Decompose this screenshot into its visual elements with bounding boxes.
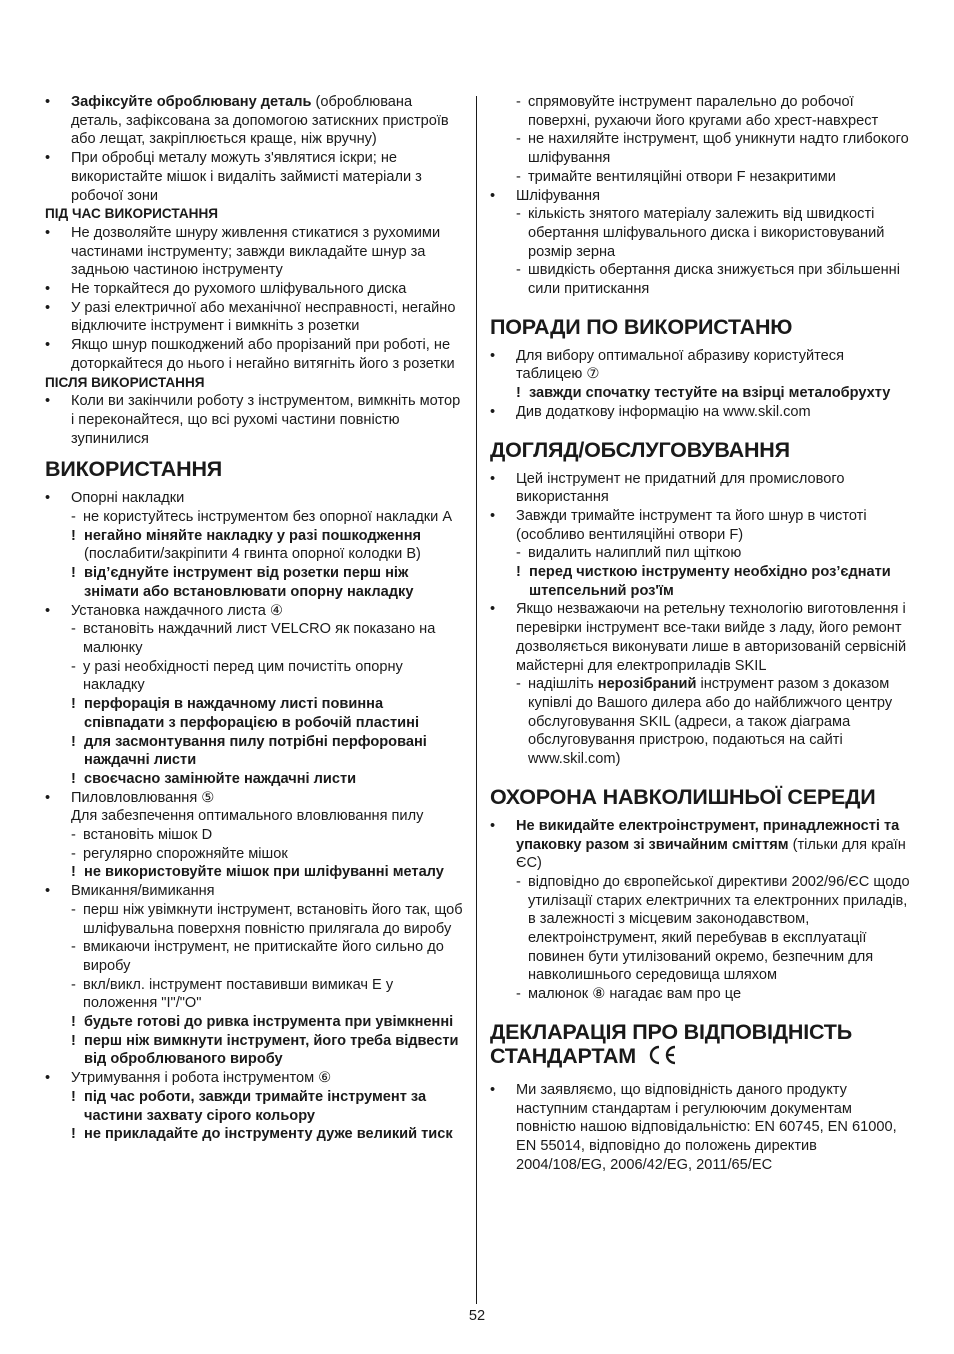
list-subitem: - малюнок ⑧ нагадає вам про це — [490, 985, 910, 1004]
list-item: • Опорні накладки — [45, 489, 465, 508]
list-item: • Установка наждачного листа ④ — [45, 602, 465, 621]
list-item: • При обробці металу можуть з'являтися іскри; не використайте мішок і видаліть займисті матеріали з робочої зони — [45, 149, 465, 205]
list-subitem: - тримайте вентиляційні отвори F незакритими — [490, 168, 910, 187]
list-item: • Не торкайтеся до рухомого шліфувального диска — [45, 280, 465, 299]
heading-declaration: ДЕКЛАРАЦІЯ ПРО ВІДПОВІДНІСТЬ СТАНДАРТАМ — [490, 1021, 910, 1071]
list-item: • Коли ви закінчили роботу з інструментом, вимкніть мотор і переконайтеся, що всі рухомі частини повністю зупинилися — [45, 392, 465, 448]
list-item: • Для вибору оптимальної абразиву користуйтеся таблицею ⑦ — [490, 347, 910, 384]
list-item: • Якщо незважаючи на ретельну технологію виготовлення і перевірки інструмент все-таки вийде з ладу, його ремонт дозволяється виконувати лише в авторизованій сервісній майстерні для електроприладів SKIL — [490, 600, 910, 675]
warning-item: ! перед чисткою інструменту необхідно роз’єднати штепсельний роз'їм — [490, 563, 910, 600]
list-subitem: - перш ніж увімкнути інструмент, встановіть його так, щоб шліфувальна поверхня повністю прилягала до виробу — [45, 901, 465, 938]
list-item: • Цей інструмент не придатний для промислового використання — [490, 470, 910, 507]
list-item: • Завжди тримайте інструмент та його шнур в чистоті (особливо вентиляційні отвори F) — [490, 507, 910, 544]
list-item: • Якщо шнур пошкоджений або прорізаний при роботі, не доторкайтеся до нього і негайно витягніть його з розетки — [45, 336, 465, 373]
list-subitem: - швидкість обертання диска знижується при збільшенні сили притискання — [490, 261, 910, 298]
list-subitem: - регулярно спорожняйте мішок — [45, 845, 465, 864]
list-item: • Не викидайте електроінструмент, принадлежності та упаковку разом зі звичайним сміттям (тільки для країн ЄС) — [490, 817, 910, 873]
left-column — [45, 93, 465, 1144]
list-subitem: - надішліть нерозібраний інструмент разом з доказом купівлі до Вашого дилера або до найближчого центру обслуговування SKIL (адреси, а також діаграма обслуговування пристрою, подаються на сайті www.skil.com) — [490, 675, 910, 769]
list-paragraph: Для забезпечення оптимального вловлювання пилу — [71, 808, 424, 825]
list-subitem: - у разі необхідності перед цим почистіть опорну накладку — [45, 658, 465, 695]
column-divider — [476, 96, 477, 1304]
list-subitem: - кількість знятого матеріалу залежить від швидкості обертання шліфувального диска і використовуваний розмір зерна — [490, 205, 910, 261]
heading-environment: ОХОРОНА НАВКОЛИШНЬОЇ СЕРЕДИ — [490, 784, 876, 809]
warning-item: ! для засмонтування пилу потрібні перфоровані наждачні листи — [45, 733, 465, 770]
section-subtitle-during-use: ПІД ЧАС ВИКОРИСТАННЯ — [45, 206, 219, 222]
list-subitem: - вкл/викл. інструмент поставивши вимикач E у положення "I"/"O" — [45, 976, 465, 1013]
list-item: • У разі електричної або механічної несправності, негайно відключите інструмент і вимкніть з розетки — [45, 299, 465, 336]
warning-item: ! не використовуйте мішок при шліфуванні металу — [45, 863, 465, 882]
list-item: • Шліфування — [490, 187, 910, 206]
warning-item: ! негайно міняйте накладку у разі пошкодження (послабити/закріпити 4 гвинта опорної колодки B) — [45, 527, 465, 564]
list-subitem: - видалить налиплий пил щіткою — [490, 544, 910, 563]
list-item: • Ми заявляємо, що відповідність даного продукту наступним стандартам і регулюючим документам повністю нашою відповідальністю: EN 60745, EN 61000, EN 55014, відповідно до положень директив 2004/108/EG, 2006/42/EG, 2011/65/EC — [490, 1081, 910, 1175]
section-subtitle-after-use: ПІСЛЯ ВИКОРИСТАННЯ — [45, 374, 205, 390]
heading-tips: ПОРАДИ ПО ВИКОРИСТАНЮ — [490, 314, 793, 339]
list-subitem: - встановіть мішок D — [45, 826, 465, 845]
page-number: 52 — [468, 1308, 486, 1324]
warning-item: ! будьте готові до ривка інструмента при увімкненні — [45, 1013, 465, 1032]
list-item: • Зафіксуйте оброблювану деталь (оброблювана деталь, зафіксована за допомогою затискних пристроїв або лещат, закріплюється краще, ніж вручну) — [45, 93, 465, 149]
warning-item: ! перш ніж вимкнути інструмент, його треба відвести від оброблюваного виробу — [45, 1032, 465, 1069]
ce-mark-icon — [646, 1044, 678, 1071]
list-item: • Не дозволяйте шнуру живлення стикатися з рухомими частинами інструменту; завжди викладайте шнур за задньою частиною інструменту — [45, 224, 465, 280]
list-item: • Утримування і робота інструментом ⑥ — [45, 1069, 465, 1088]
warning-item: ! своєчасно замінюйте наждачні листи — [45, 770, 465, 789]
warning-item: ! перфорація в наждачному листі повинна співпадати з перфорацією в робочій пластині — [45, 695, 465, 732]
right-column — [490, 93, 910, 1174]
list-item: • Пиловловлювання ⑤ — [45, 789, 465, 808]
heading-usage: ВИКОРИСТАННЯ — [45, 457, 223, 482]
list-subitem: - не користуйтесь інструментом без опорної накладки A — [45, 508, 465, 527]
warning-item: ! завжди спочатку тестуйте на взірці металобрухту — [490, 384, 910, 403]
list-item: • Див додаткову інформацію на www.skil.com — [490, 403, 910, 422]
list-subitem: - встановіть наждачний лист VELCRO як показано на малюнку — [45, 620, 465, 657]
warning-item: ! під час роботи, завжди тримайте інструмент за частини захвату сірого кольору — [45, 1088, 465, 1125]
warning-item: ! не прикладайте до інструменту дуже великий тиск — [45, 1125, 465, 1144]
list-subitem: - відповідно до європейської директиви 2002/96/ЄС щодо утилізації старих електричних та електронних приладів, в залежності з місцевим законодавством, електроінструмент, який перебував в експлуатації повинен бути утилізований окремо, безпечним для навколишнього середовища шляхом — [490, 873, 910, 985]
list-subitem: - не нахиляйте інструмент, щоб уникнути надто глибокого шліфування — [490, 130, 910, 167]
heading-care: ДОГЛЯД/ОБСЛУГОВУВАННЯ — [490, 437, 790, 462]
warning-item: ! від’єднуйте інструмент від розетки перш ніж знімати або встановлювати опорну накладку — [45, 564, 465, 601]
list-subitem: - спрямовуйте інструмент паралельно до робочої поверхні, рухаючи його кругами або хрест-навхрест — [490, 93, 910, 130]
list-item: • Вмикання/вимикання — [45, 882, 465, 901]
list-subitem: - вмикаючи інструмент, не притискайте його сильно до виробу — [45, 938, 465, 975]
